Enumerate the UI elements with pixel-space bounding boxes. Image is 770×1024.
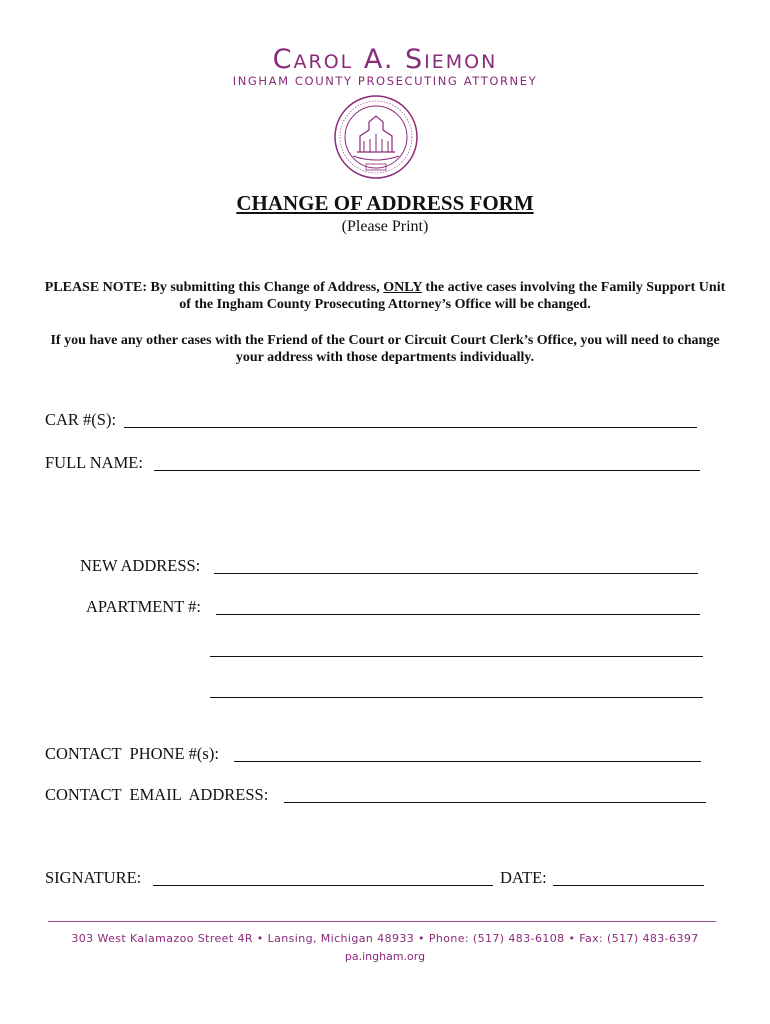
full-name-label: FULL NAME:	[45, 453, 143, 472]
date-label: DATE:	[500, 868, 547, 887]
letterhead-office: INGHAM COUNTY PROSECUTING ATTORNEY	[232, 74, 538, 88]
letterhead-name: Carol A. Siemon	[272, 44, 498, 75]
note-suffix: the active cases involving the Family Support Unit of the Ingham County Prosecuting Attorney’s Office will be changed.	[179, 280, 726, 312]
form-title: CHANGE OF ADDRESS FORM	[236, 191, 534, 215]
note-other-cases: If you have any other cases with the Friend of the Court or Circuit Court Clerk’s Office, you will need to change your address with those departments individually.	[50, 333, 720, 365]
new-address-label: NEW ADDRESS:	[80, 556, 201, 575]
apartment-input[interactable]	[216, 614, 700, 615]
car-input[interactable]	[124, 427, 697, 428]
note-prefix: PLEASE NOTE: By submitting this Change of Address,	[44, 280, 384, 295]
contact-email-input[interactable]	[284, 802, 706, 803]
footer-address: 303 West Kalamazoo Street 4R • Lansing, Michigan 48933 • Phone: (517) 483-6108 • Fax: (517) 483-6397	[71, 932, 699, 945]
signature-input[interactable]	[153, 885, 493, 886]
contact-phone-label: CONTACT PHONE #(s):	[45, 744, 219, 763]
form-subtitle: (Please Print)	[341, 218, 429, 235]
address-line-3-input[interactable]	[210, 697, 703, 698]
note-emphasis: ONLY	[383, 280, 422, 295]
county-seal-icon	[333, 94, 419, 180]
date-input[interactable]	[553, 885, 704, 886]
note-family-support	[40, 279, 730, 313]
car-label: CAR #(S):	[45, 410, 117, 429]
footer-divider	[48, 921, 716, 922]
footer-website[interactable]: pa.ingham.org	[344, 950, 426, 963]
contact-email-label: CONTACT EMAIL ADDRESS:	[45, 785, 269, 804]
full-name-input[interactable]	[154, 470, 700, 471]
signature-label: SIGNATURE:	[45, 868, 142, 887]
address-line-2-input[interactable]	[210, 656, 703, 657]
new-address-input[interactable]	[214, 573, 698, 574]
contact-phone-input[interactable]	[234, 761, 701, 762]
apartment-label: APARTMENT #:	[86, 597, 201, 616]
